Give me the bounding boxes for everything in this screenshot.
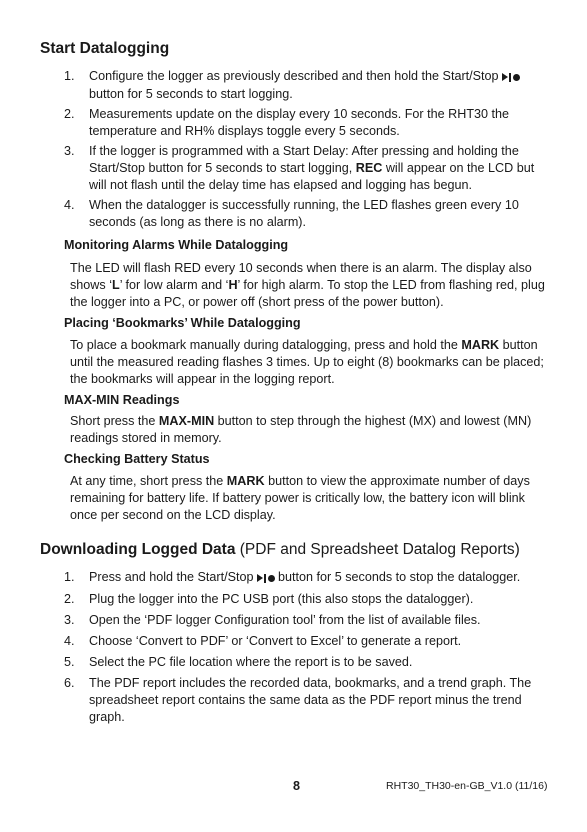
battery-paragraph: At any time, short press the MARK button to view the approximate number of days remaining for battery life. If battery power is critically low, the battery icon will blink once per second on the LCD display. bbox=[70, 474, 530, 522]
start-stop-icon bbox=[502, 69, 520, 86]
downloading-steps bbox=[0, 569, 547, 726]
list-item: 2. Plug the logger into the PC USB port (this also stops the datalogger). bbox=[64, 592, 474, 606]
start-stop-icon bbox=[257, 570, 275, 587]
section-title-downloading: Downloading Logged Data (PDF and Spreadsheet Datalog Reports) bbox=[40, 541, 520, 558]
page-number: 8 bbox=[293, 779, 301, 793]
list-item: 6. The PDF report includes the recorded data, bookmarks, and a trend graph. The spreadsheet report contains the same data as the PDF report minus the trend graph. bbox=[64, 676, 532, 724]
alarms-paragraph: The LED will flash RED every 10 seconds when there is an alarm. The display also shows ‘L’ for low alarm and ‘H’ for high alarm. To stop the LED from flashing red, plug the logger into a PC, or power off (short press of the power button). bbox=[70, 261, 545, 309]
list-item: 3. If the logger is programmed with a Start Delay: After pressing and holding the Start/Stop button for 5 seconds to start logging, REC will appear on the LCD but will not flash until the delay time has elapsed and logging has begun. bbox=[64, 144, 535, 192]
list-item: 4. When the datalogger is successfully running, the LED flashes green every 10 seconds (as long as there is no alarm). bbox=[64, 198, 519, 229]
subheading-placing-bookmarks: Placing ‘Bookmarks’ While Datalogging bbox=[64, 316, 301, 330]
list-item: 1. Configure the logger as previously described and then hold the Start/Stop button for 5 seconds to start logging. bbox=[0, 68, 547, 103]
maxmin-paragraph: Short press the MAX-MIN button to step through the highest (MX) and lowest (MN) readings stored in memory. bbox=[70, 414, 532, 445]
list-item: 3. Open the ‘PDF logger Configuration tool’ from the list of available files. bbox=[64, 613, 481, 627]
document-id: RHT30_TH30-en-GB_V1.0 (11/16) bbox=[386, 780, 548, 792]
subheading-monitoring-alarms: Monitoring Alarms While Datalogging bbox=[64, 238, 289, 252]
start-datalogging-steps bbox=[0, 68, 547, 231]
list-item: 5. Select the PC file location where the report is to be saved. bbox=[64, 655, 413, 669]
bookmarks-paragraph: To place a bookmark manually during datalogging, press and hold the MARK button until the measured reading flashes 3 times. Up to eight (8) bookmarks can be placed; the bookmarks will appear in the logging report. bbox=[70, 338, 544, 386]
subheading-battery-status: Checking Battery Status bbox=[64, 452, 210, 466]
section-title-start-datalogging: Start Datalogging bbox=[40, 40, 170, 57]
list-item: 4. Choose ‘Convert to PDF’ or ‘Convert to Excel’ to generate a report. bbox=[64, 634, 462, 648]
list-item: 1. Press and hold the Start/Stop button for 5 seconds to stop the datalogger. bbox=[0, 569, 547, 587]
list-item: 2. Measurements update on the display every 10 seconds. For the RHT30 the temperature and RH% displays toggle every 5 seconds. bbox=[64, 107, 510, 138]
subheading-max-min: MAX-MIN Readings bbox=[64, 393, 180, 407]
